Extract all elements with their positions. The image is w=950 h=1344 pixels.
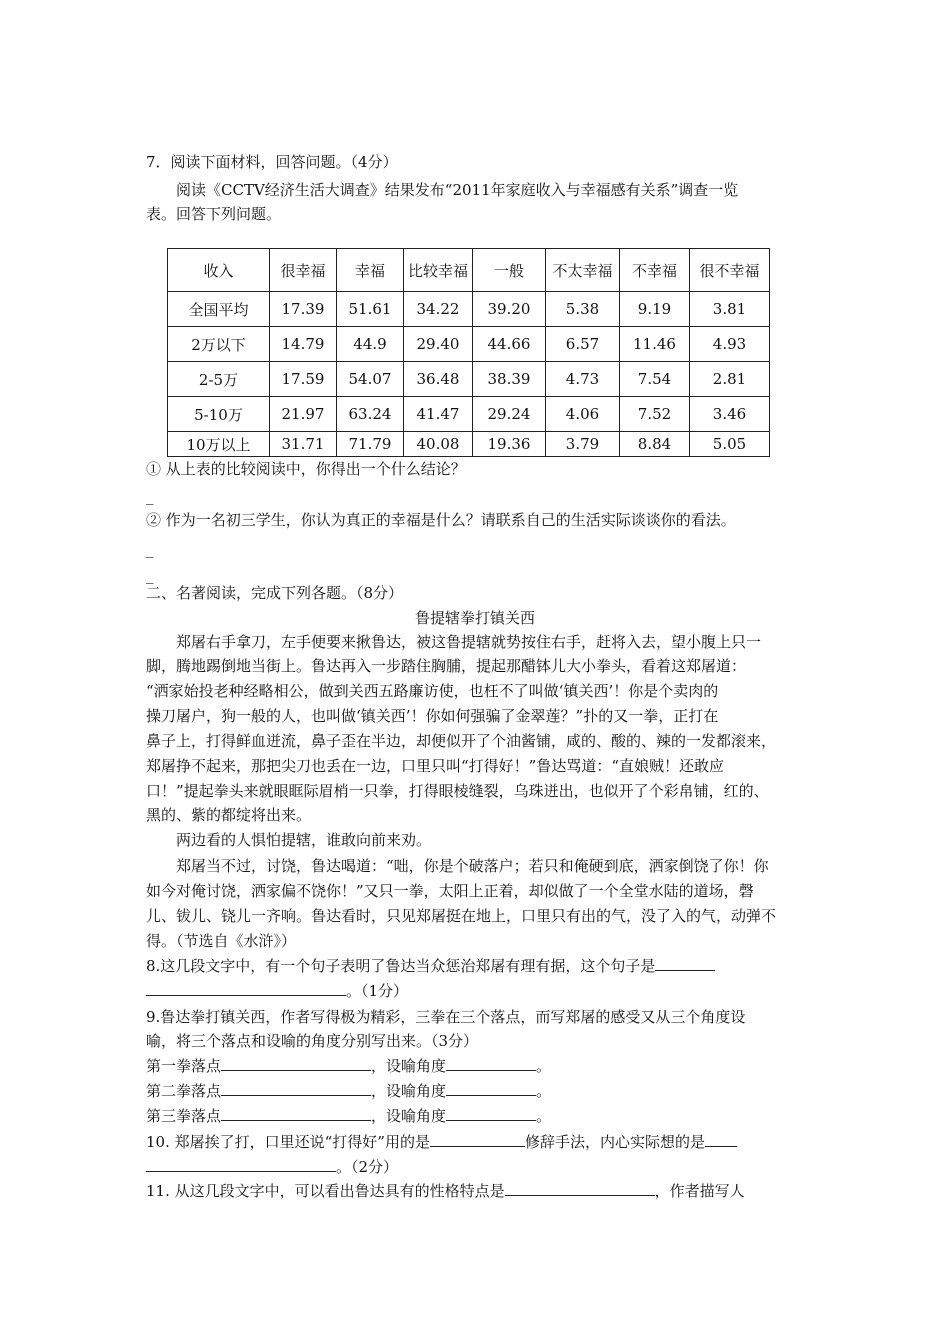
table-cell: 5.05 — [690, 432, 770, 457]
passage-line: 黑的、紫的都绽将出来。 — [146, 806, 312, 824]
table-cell: 21.97 — [270, 397, 337, 432]
table-cell: 54.07 — [337, 362, 404, 397]
table-cell: 4.73 — [546, 362, 620, 397]
punch-label: 第二拳落点 — [146, 1082, 222, 1100]
table-cell: 10万以上 — [168, 432, 270, 457]
table-header: 很不幸福 — [690, 249, 770, 292]
q9-punch-3 — [146, 1104, 826, 1128]
q11-text: 11. 从这几段文字中，可以看出鲁达具有的性格特点是 — [146, 1182, 505, 1200]
table-cell: 3.81 — [690, 292, 770, 327]
answer-blank[interactable] — [221, 1056, 371, 1071]
table-cell: 38.39 — [473, 362, 546, 397]
answer-blank[interactable] — [446, 1081, 536, 1096]
passage-line: 脚，腾地踢倒地当街上。鲁达再入一步踏住胸脯，提起那醋钵儿大小拳头，看着这郑屠道： — [146, 657, 747, 675]
table-cell: 41.47 — [404, 397, 473, 432]
q11-line-1 — [146, 1179, 826, 1203]
table-cell: 8.84 — [620, 432, 690, 457]
passage-line: 口！”提起拳头来就眼眶际眉梢一只拳，打得眼棱缝裂，乌珠迸出，也似开了个彩帛铺，红的、 — [146, 782, 769, 800]
table-cell: 2.81 — [690, 362, 770, 397]
q7-intro-line-2: 表。回答下列问题。 — [146, 205, 282, 223]
answer-blank[interactable] — [505, 1181, 655, 1196]
table-cell: 7.54 — [620, 362, 690, 397]
table-row — [168, 327, 770, 362]
punct: 。 — [536, 1057, 552, 1075]
table-cell: 71.79 — [337, 432, 404, 457]
passage-line: 如今对俺讨饶，洒家偏不饶你！”又只一拳，太阳上正着，却似做了一个全堂水陆的道场，磬 — [146, 882, 754, 900]
table-cell: 34.22 — [404, 292, 473, 327]
table-cell: 51.61 — [337, 292, 404, 327]
punch-label: 第一拳落点 — [146, 1057, 222, 1075]
table-cell: 2万以下 — [168, 327, 270, 362]
table-header: 很幸福 — [270, 249, 337, 292]
table-cell: 19.36 — [473, 432, 546, 457]
table-cell: 5.38 — [546, 292, 620, 327]
table-header: 收入 — [168, 249, 270, 292]
q7-intro-line-1: 阅读《CCTV经济生活大调查》结果发布“2011年家庭收入与幸福感有关系”调查一览 — [176, 181, 739, 199]
table-row — [168, 292, 770, 327]
table-cell: 3.79 — [546, 432, 620, 457]
answer-dash[interactable]: _ — [146, 540, 154, 558]
q7-sub-question-1: ① 从上表的比较阅读中，你得出一个什么结论？ — [146, 460, 466, 478]
q10-line-1 — [146, 1130, 826, 1154]
table-cell: 44.66 — [473, 327, 546, 362]
table-cell: 17.39 — [270, 292, 337, 327]
table-cell: 40.08 — [404, 432, 473, 457]
q8-end: 。（1分） — [346, 982, 409, 1000]
q7-sub-question-2: ② 作为一名初三学生，你认为真正的幸福是什么？请联系自己的生活实际谈谈你的看法。 — [146, 511, 736, 529]
section-2-title: 二、名著阅读，完成下列各题。（8分） — [146, 584, 404, 602]
q8-text: 8.这几段文字中，有一个句子表明了鲁达当众惩治郑屠有理有据，这个句子是 — [146, 957, 656, 975]
table-cell: 11.46 — [620, 327, 690, 362]
table-cell: 9.19 — [620, 292, 690, 327]
answer-blank[interactable] — [430, 1132, 525, 1147]
passage-line: 两边看的人惧怕提辖，谁敢向前来劝。 — [176, 831, 432, 849]
passage-line: 郑屠挣不起来，那把尖刀也丢在一边，口里只叫“打得好！”鲁达骂道：“直娘贼！还敢应 — [146, 757, 725, 775]
answer-blank[interactable] — [705, 1132, 737, 1147]
q10-end: 。（2分） — [336, 1158, 399, 1176]
passage-line: 儿、钹儿、铙儿一齐响。鲁达看时，只见郑屠挺在地上，口里只有出的气，没了入的气，动弹不 — [146, 907, 777, 925]
table-header: 比较幸福 — [404, 249, 473, 292]
table-header: 幸福 — [337, 249, 404, 292]
q10-text: 修辞手法，内心实际想的是 — [524, 1133, 705, 1151]
q9-punch-1 — [146, 1054, 826, 1078]
table-header: 不太幸福 — [546, 249, 620, 292]
passage-line: “洒家始投老种经略相公，做到关西五路廉访使，也枉不了叫做‘镇关西’！你是个卖肉的 — [146, 682, 719, 700]
passage-title: 鲁提辖拳打镇关西 — [414, 609, 535, 627]
table-row — [168, 362, 770, 397]
simile-label: ，设喻角度 — [371, 1107, 447, 1125]
table-header: 一般 — [473, 249, 546, 292]
passage-line: 郑屠当不过，讨饶，鲁达喝道：“咄，你是个破落户；若只和俺硬到底，洒家倒饶了你！你 — [176, 857, 769, 875]
answer-blank[interactable] — [146, 981, 346, 996]
answer-blank[interactable] — [221, 1106, 371, 1121]
table-row — [168, 432, 770, 457]
table-cell: 5-10万 — [168, 397, 270, 432]
passage-line: 鼻子上，打得鲜血迸流，鼻子歪在半边，却便似开了个油酱铺，咸的、酸的、辣的一发都滚来， — [146, 732, 777, 750]
table-cell: 4.06 — [546, 397, 620, 432]
answer-dash[interactable]: _ — [146, 566, 154, 584]
passage-line: 操刀屠户，狗一般的人，也叫做‘镇关西’！你如何强骗了金翠莲？”扑的又一拳，正打在 — [146, 707, 719, 725]
table-cell: 3.46 — [690, 397, 770, 432]
q9-line-2: 喻，将三个落点和设喻的角度分别写出来。（3分） — [146, 1032, 479, 1050]
q9-line-1: 9.鲁达拳打镇关西，作者写得极为精彩，三拳在三个落点，而写郑屠的感受又从三个角度设 — [146, 1008, 746, 1026]
punch-label: 第三拳落点 — [146, 1107, 222, 1125]
punct: 。 — [536, 1082, 552, 1100]
q8-line-1 — [146, 954, 826, 978]
table-cell: 7.52 — [620, 397, 690, 432]
table-cell: 17.59 — [270, 362, 337, 397]
q8-line-2 — [146, 979, 826, 1003]
answer-blank[interactable] — [446, 1056, 536, 1071]
answer-dash[interactable]: _ — [146, 487, 154, 505]
q9-punch-2 — [146, 1079, 826, 1103]
table-cell: 6.57 — [546, 327, 620, 362]
q7-title: 7．阅读下面材料，回答问题。（4分） — [146, 153, 398, 171]
table-cell: 14.79 — [270, 327, 337, 362]
answer-blank[interactable] — [446, 1106, 536, 1121]
table-header: 不幸福 — [620, 249, 690, 292]
table-cell: 29.40 — [404, 327, 473, 362]
passage-line: 得。（节选自《水浒》） — [146, 932, 297, 950]
simile-label: ，设喻角度 — [371, 1082, 447, 1100]
table-header-row — [168, 249, 770, 292]
passage-line: 郑屠右手拿刀，左手便要来揪鲁达，被这鲁提辖就势按住右手，赶将入去，望小腹上只一 — [176, 633, 762, 651]
answer-blank[interactable] — [146, 1157, 336, 1172]
table-cell: 39.20 — [473, 292, 546, 327]
table-row — [168, 397, 770, 432]
simile-label: ，设喻角度 — [371, 1057, 447, 1075]
q10-line-2 — [146, 1155, 826, 1179]
table-cell: 63.24 — [337, 397, 404, 432]
table-cell: 31.71 — [270, 432, 337, 457]
q11-text: ，作者描写人 — [654, 1182, 745, 1200]
income-happiness-table — [167, 248, 770, 457]
table-cell: 4.93 — [690, 327, 770, 362]
punct: 。 — [536, 1107, 552, 1125]
table-cell: 36.48 — [404, 362, 473, 397]
table-cell: 全国平均 — [168, 292, 270, 327]
table-cell: 29.24 — [473, 397, 546, 432]
table-cell: 2-5万 — [168, 362, 270, 397]
answer-blank[interactable] — [221, 1081, 371, 1096]
q10-text: 10. 郑屠挨了打，口里还说“打得好”用的是 — [146, 1133, 430, 1151]
table-cell: 44.9 — [337, 327, 404, 362]
answer-blank[interactable] — [655, 956, 715, 971]
